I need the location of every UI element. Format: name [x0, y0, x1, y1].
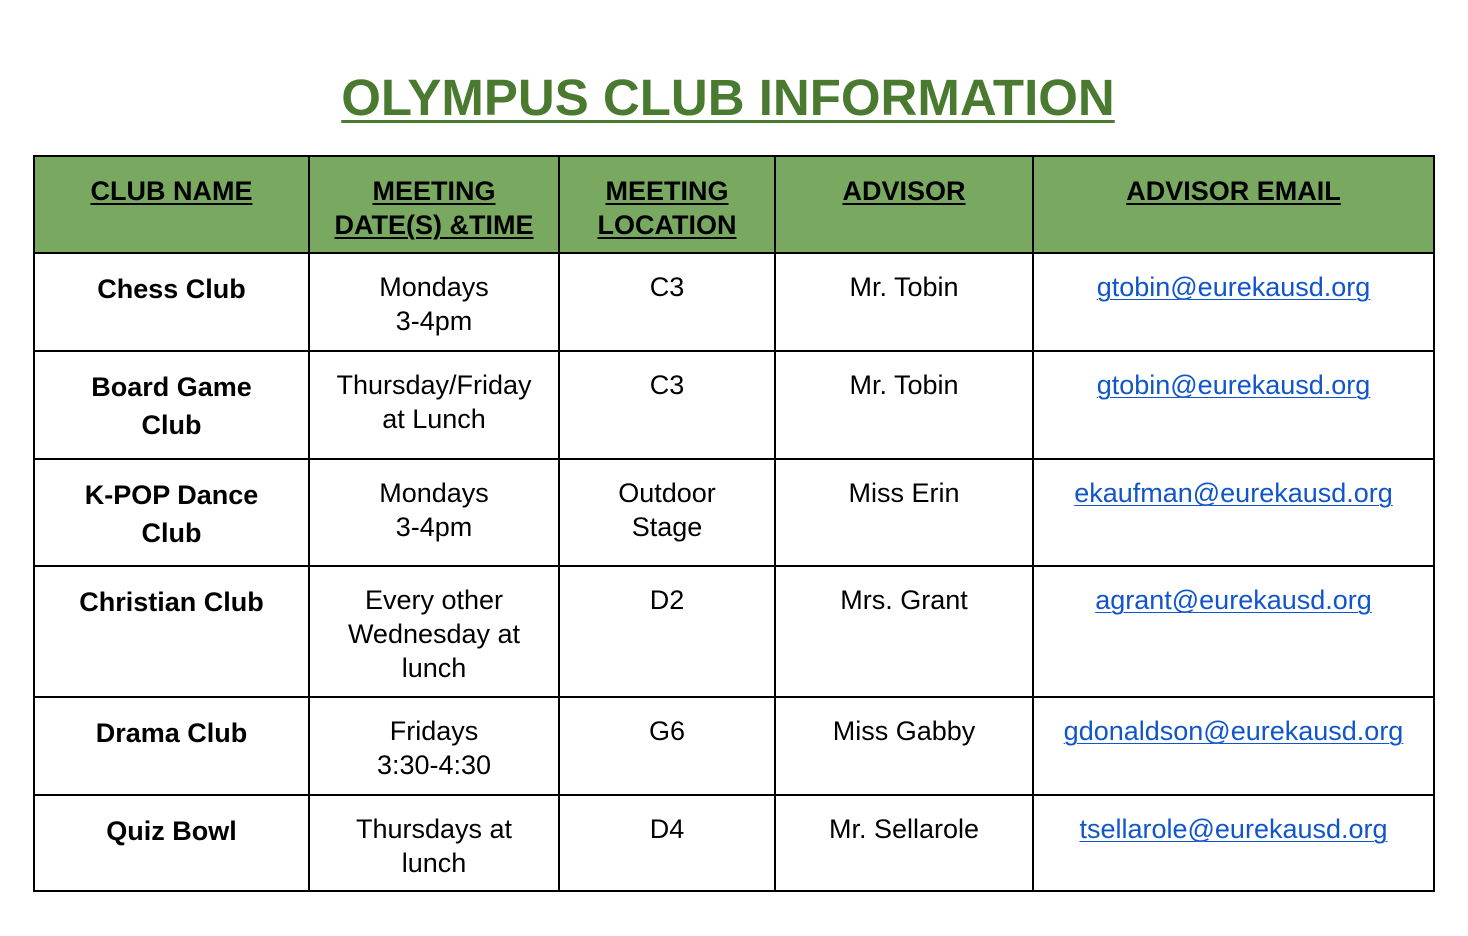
meeting-time: Mondays 3-4pm — [379, 478, 489, 542]
club-name: Christian Club — [79, 587, 264, 617]
meeting-time: Thursday/Friday at Lunch — [336, 370, 532, 434]
meeting-location: D4 — [649, 814, 685, 844]
table-header-row — [34, 156, 1434, 253]
column-header-meeting-location: MEETING LOCATION — [559, 156, 775, 253]
club-name: Quiz Bowl — [106, 816, 237, 846]
table-row — [34, 253, 1434, 351]
advisor-name: Mr. Tobin — [849, 272, 959, 302]
column-header-meeting-time: MEETING DATE(S) &TIME — [309, 156, 559, 253]
meeting-location: Outdoor Stage — [618, 478, 716, 542]
advisor-email-link[interactable]: ekaufman@eurekausd.org — [1074, 478, 1393, 508]
club-name: Board Game Club — [91, 372, 252, 440]
advisor-name: Mr. Tobin — [849, 370, 959, 400]
meeting-time: Fridays 3:30-4:30 — [376, 716, 492, 780]
table-row — [34, 351, 1434, 459]
advisor-email-link[interactable]: gdonaldson@eurekausd.org — [1063, 716, 1404, 746]
table-row — [34, 697, 1434, 795]
meeting-location: D2 — [649, 585, 685, 615]
advisor-email-link[interactable]: gtobin@eurekausd.org — [1096, 272, 1371, 302]
advisor-name: Mrs. Grant — [840, 585, 968, 615]
advisor-email-link[interactable]: agrant@eurekausd.org — [1095, 585, 1372, 615]
meeting-time: Mondays 3-4pm — [379, 272, 489, 336]
club-table — [33, 155, 1435, 892]
page-title: OLYMPUS CLUB INFORMATION — [341, 69, 1115, 126]
column-header-advisor-email: ADVISOR EMAIL — [1033, 156, 1434, 253]
club-name: Chess Club — [97, 274, 246, 304]
meeting-location: G6 — [648, 716, 686, 746]
club-name: K-POP Dance Club — [84, 480, 259, 548]
club-name: Drama Club — [95, 718, 248, 748]
meeting-location: C3 — [649, 370, 685, 400]
meeting-location: C3 — [649, 272, 685, 302]
column-header-advisor: ADVISOR — [775, 156, 1033, 253]
table-row — [34, 459, 1434, 566]
column-header-club-name: CLUB NAME — [34, 156, 309, 253]
meeting-time: Every other Wednesday at lunch — [347, 585, 521, 683]
meeting-time: Thursdays at lunch — [355, 814, 513, 878]
advisor-email-link[interactable]: gtobin@eurekausd.org — [1096, 370, 1371, 400]
advisor-name: Miss Gabby — [832, 716, 976, 746]
advisor-name: Mr. Sellarole — [828, 814, 980, 844]
table-row — [34, 566, 1434, 697]
advisor-email-link[interactable]: tsellarole@eurekausd.org — [1079, 814, 1388, 844]
advisor-name: Miss Erin — [848, 478, 960, 508]
table-row — [34, 795, 1434, 891]
